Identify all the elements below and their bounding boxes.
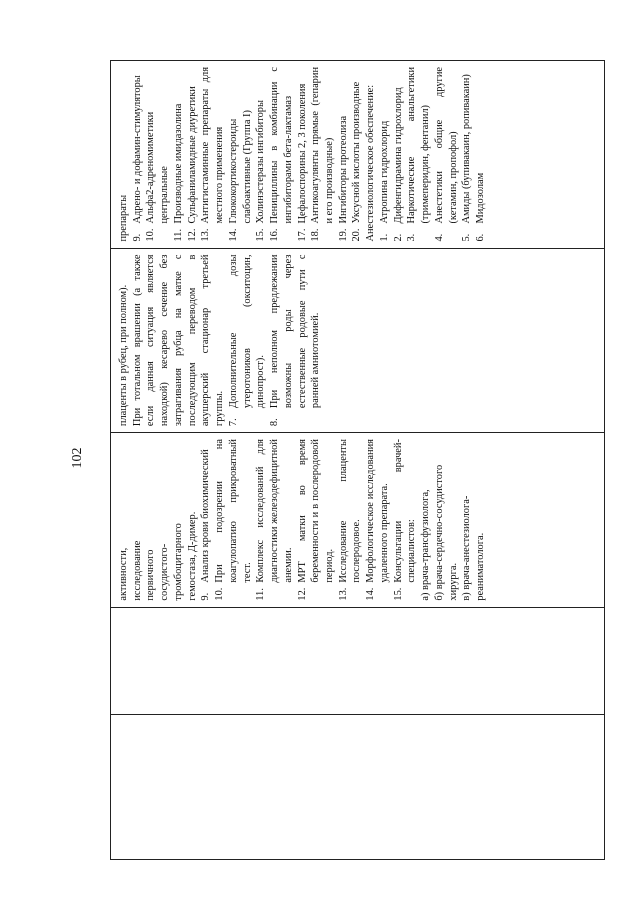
list-item — [392, 67, 406, 242]
text-line: активности, — [118, 547, 129, 601]
list-item — [268, 67, 295, 242]
text-line: тромбоцитарного — [172, 523, 184, 601]
list-item-text: Антигистаминные препараты для местного применения — [200, 67, 226, 224]
col5-lead: препараты — [118, 194, 129, 242]
list-item-number: 10. — [145, 228, 157, 242]
list-item — [309, 67, 336, 242]
content-table — [110, 60, 605, 860]
list-item-text: Ингибиторы протеолиза — [337, 115, 349, 224]
list-item-number: 14. — [227, 228, 239, 242]
list-item-number: 10. — [214, 587, 226, 601]
list-item-text: Производные имидазолина — [172, 103, 184, 224]
list-item — [213, 439, 254, 601]
list-item-text: При подозрении на коагулопатию прикроватный тест. — [214, 439, 253, 583]
list-item — [337, 439, 364, 601]
text-line: б) врача-сердечно-сосудистого хирурга. — [433, 464, 459, 601]
list-item-number: 11. — [255, 588, 267, 601]
list-item-number: 19. — [337, 228, 349, 242]
col3-specialists — [419, 439, 488, 601]
list-item — [405, 67, 432, 242]
list-item-number: 18. — [310, 228, 322, 242]
list-item — [227, 255, 268, 427]
list-item-number: 16. — [269, 228, 281, 242]
list-item-text: Комплекс исследований для диагностики железодефицитной анемии. — [255, 439, 294, 583]
list-item-text: Анализ крови биохимический — [200, 449, 212, 583]
list-item-text: Альфа2-адреномиметики центральные — [145, 111, 171, 224]
list-item-text: Амиды (бупивакаин, ропивакаин) — [461, 74, 473, 224]
list-item-text: Пенициллины в комбинации с ингибиторами бета-лактамаз — [269, 67, 294, 224]
list-item — [460, 67, 474, 242]
list-item-text: Сульфаниламидные диуретики — [186, 86, 198, 224]
col5-items — [131, 67, 364, 242]
list-item-number: 11. — [172, 228, 184, 242]
text-line: сосудистого- — [159, 543, 171, 601]
list-item-number: 1. — [378, 233, 390, 242]
list-item — [227, 67, 254, 242]
text-line: в) врача-анестезиолога-реаниматолога. — [461, 495, 487, 601]
list-item-number: 12. — [296, 587, 308, 601]
table-column-1 — [111, 714, 604, 859]
text-line: а) врача-трансфузиолога, — [420, 489, 432, 601]
list-item-number: 13. — [200, 228, 212, 242]
col5-anesthesia-items — [378, 67, 488, 242]
list-item-number: 7. — [227, 418, 239, 427]
list-item-number: 15. — [392, 587, 404, 601]
list-item — [199, 67, 226, 242]
list-item — [378, 67, 392, 242]
list-item-number: 14. — [365, 587, 377, 601]
col3-items — [199, 439, 419, 601]
table-column-diagnostics — [111, 432, 604, 607]
list-item — [392, 439, 419, 601]
list-item — [296, 439, 337, 601]
list-item-number: 12. — [186, 228, 198, 242]
list-item-text: Глюкокортикостероиды слабоактивные (Группа I) — [227, 110, 253, 224]
list-item — [186, 67, 200, 242]
list-item — [337, 67, 351, 242]
list-item-number: 3. — [406, 233, 418, 242]
list-item — [474, 67, 488, 242]
list-item — [364, 439, 391, 601]
list-item-number: 15. — [255, 228, 267, 242]
col3-intro — [117, 439, 199, 601]
list-item — [199, 439, 213, 601]
list-item-text: Цефалоспорины 2, 3 поколения — [296, 83, 308, 224]
list-item-number: 9. — [131, 233, 143, 242]
list-item — [144, 67, 171, 242]
list-item — [350, 67, 364, 242]
table-column-2 — [111, 607, 604, 715]
list-item-text: Мидозолам — [475, 172, 487, 224]
list-item-text: Адрено- и дофамин-стимуляторы — [131, 75, 143, 224]
list-item-text: МРТ матки во время беременности и в послеродовой период. — [296, 439, 336, 583]
table-column-delivery — [111, 248, 604, 433]
list-item-number: 8. — [269, 418, 281, 427]
list-item — [131, 67, 145, 242]
col4-paragraph: При тотальном врашении (а также если данная ситуация является находкой) кесарево сечение без затрагивания рубца на матке с последующим переводом в акушерский стационар третьей группы. — [131, 254, 226, 427]
list-item-number: 5. — [461, 233, 473, 242]
list-item-text: Дополнительные дозы утеротоников (окситоцин, динопрост). — [227, 254, 267, 409]
list-item-text: Дифенгидрамина гидрохлорид — [392, 87, 404, 224]
col5-anesthesia-heading: Анестезиологическое обеспечение: — [365, 84, 377, 242]
list-item-text: Анестетики общие другие (кетамин, пропофол) — [433, 67, 459, 224]
text-line: первичного — [145, 549, 157, 601]
text-line: гемостаза, Д-димер. — [186, 511, 198, 601]
list-item-text: Холинэстеразы ингибиторы — [255, 100, 267, 224]
list-item — [172, 67, 186, 242]
col4-items — [227, 255, 323, 427]
list-item-text: Антикоагулянты прямые (гепарин и его производные) — [310, 67, 336, 224]
list-item-number: 17. — [296, 228, 308, 242]
list-item — [433, 67, 460, 242]
list-item-number: 4. — [433, 233, 445, 242]
list-item — [254, 439, 295, 601]
page-number: 102 — [70, 447, 85, 469]
list-item-number: 2. — [392, 233, 404, 242]
list-item — [296, 67, 310, 242]
list-item-number: 6. — [475, 233, 487, 242]
list-item — [268, 255, 323, 427]
text-line: исследование — [131, 540, 143, 601]
list-item-text: Уксусной кислоты производные — [351, 81, 363, 224]
list-item-number: 9. — [200, 592, 212, 601]
list-item-text: При неполном предлежании возможны роды через естественные родовые пути с ранней амниотомией. — [269, 254, 322, 409]
list-item-text: Атропина гидрохлорид — [378, 120, 390, 224]
list-item-text: Консультации врачей-специалистов: — [392, 439, 418, 583]
list-item-text: Морфологическое исследования удаленного препарата. — [365, 439, 390, 583]
list-item-text: Исследование плаценты послеродовое. — [337, 439, 363, 583]
col4-lead: плаценты в рубец, при полном). — [118, 284, 129, 427]
list-item — [254, 67, 268, 242]
table-rotation-wrapper — [110, 60, 605, 860]
list-item-text: Наркотические анальгетики (тримеперидин, фентанил) — [406, 67, 432, 224]
table-column-medications — [111, 61, 604, 248]
list-item-number: 13. — [337, 587, 349, 601]
list-item-number: 20. — [351, 228, 363, 242]
